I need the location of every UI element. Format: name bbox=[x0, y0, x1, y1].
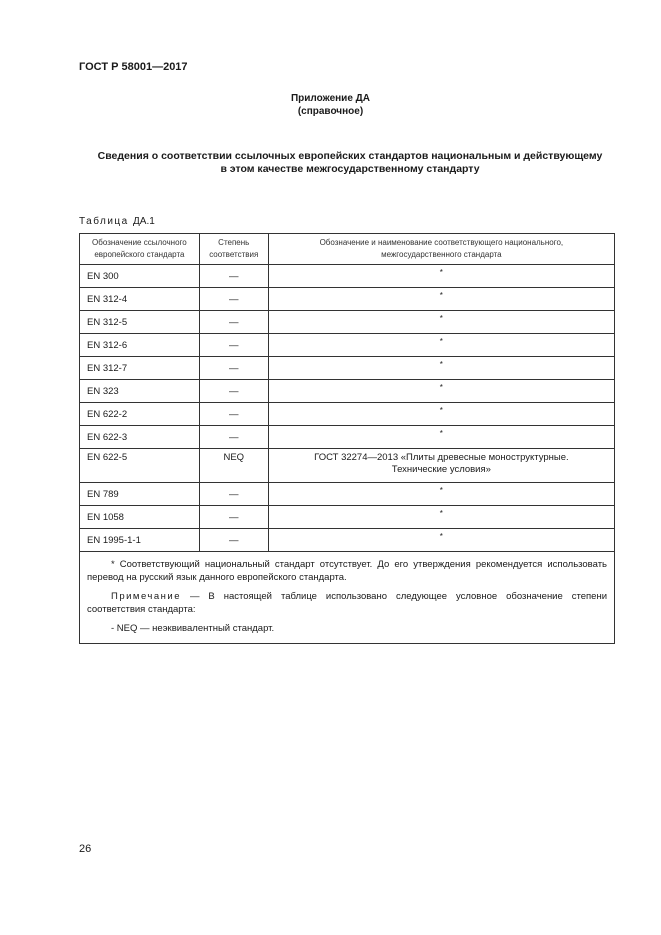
table-row bbox=[80, 265, 615, 288]
table-row bbox=[80, 403, 615, 426]
degree-cell: — bbox=[199, 506, 268, 529]
table-row bbox=[80, 311, 615, 334]
reference-cell: EN 323 bbox=[80, 380, 200, 403]
document-code: ГОСТ Р 58001—2017 bbox=[79, 61, 188, 73]
table-row bbox=[80, 449, 615, 483]
page-number: 26 bbox=[79, 843, 92, 855]
standard-cell-line: ГОСТ 32274—2013 «Плиты древесные моноструктурные. bbox=[314, 452, 569, 463]
standard-cell: * bbox=[268, 334, 614, 357]
reference-cell: EN 622-5 bbox=[80, 449, 200, 483]
standard-cell: * bbox=[268, 311, 614, 334]
reference-cell: EN 1995-1-1 bbox=[80, 529, 200, 552]
standard-cell-line: Технические условия» bbox=[391, 464, 491, 475]
column-header-line: Обозначение ссылочного bbox=[92, 238, 187, 247]
table-row bbox=[80, 506, 615, 529]
table-header-row bbox=[80, 234, 615, 265]
reference-cell: EN 312-4 bbox=[80, 288, 200, 311]
document-title bbox=[60, 150, 640, 176]
degree-cell: — bbox=[199, 426, 268, 449]
table-row bbox=[80, 483, 615, 506]
degree-cell: — bbox=[199, 311, 268, 334]
column-header-line: соответствия bbox=[209, 250, 259, 259]
standard-cell: * bbox=[268, 380, 614, 403]
column-header-line: межгосударственного стандарта bbox=[381, 250, 502, 259]
table-label-number: ДА.1 bbox=[133, 216, 155, 227]
standard-cell: * bbox=[268, 288, 614, 311]
degree-cell: — bbox=[199, 265, 268, 288]
table-row bbox=[80, 288, 615, 311]
degree-cell: — bbox=[199, 380, 268, 403]
table-row bbox=[80, 426, 615, 449]
note-text: — В настоящей таблице использовано следующее условное обозначение степени соответствия стандарта: bbox=[87, 591, 607, 615]
appendix-subtitle: (справочное) bbox=[297, 106, 364, 117]
reference-cell: EN 1058 bbox=[80, 506, 200, 529]
standard-cell: * bbox=[268, 483, 614, 506]
reference-cell: EN 312-7 bbox=[80, 357, 200, 380]
degree-cell: — bbox=[199, 288, 268, 311]
standard-cell bbox=[268, 449, 614, 483]
degree-cell: — bbox=[199, 334, 268, 357]
table-row bbox=[80, 334, 615, 357]
table-label-prefix: Таблица bbox=[79, 216, 129, 227]
footnote-text: * Соответствующий национальный стандарт отсутствует. До его утверждения рекомендуется использовать перевод на русский язык данного европейского стандарта. bbox=[87, 559, 607, 583]
reference-cell: EN 622-3 bbox=[80, 426, 200, 449]
table-row bbox=[80, 529, 615, 552]
appendix-heading bbox=[0, 92, 661, 118]
correspondence-table bbox=[79, 233, 615, 644]
standard-cell: * bbox=[268, 529, 614, 552]
column-header-degree bbox=[199, 234, 268, 265]
reference-cell: EN 300 bbox=[80, 265, 200, 288]
column-header-reference bbox=[80, 234, 200, 265]
degree-cell: NEQ bbox=[199, 449, 268, 483]
table-footnote-row bbox=[80, 552, 615, 644]
note-label: Примечание bbox=[111, 591, 181, 602]
reference-cell: EN 622-2 bbox=[80, 403, 200, 426]
degree-cell: — bbox=[199, 529, 268, 552]
appendix-title: Приложение ДА bbox=[290, 93, 371, 104]
column-header-line: Обозначение и наименование соответствующего национального, bbox=[319, 238, 564, 247]
table-footnote bbox=[80, 552, 615, 644]
table-row bbox=[80, 357, 615, 380]
degree-cell: — bbox=[199, 403, 268, 426]
standard-cell: * bbox=[268, 403, 614, 426]
reference-cell: EN 312-6 bbox=[80, 334, 200, 357]
standard-cell: * bbox=[268, 506, 614, 529]
standard-cell: * bbox=[268, 426, 614, 449]
legend-text: - NEQ — неэквивалентный стандарт. bbox=[111, 623, 275, 634]
table-label bbox=[79, 216, 155, 227]
reference-cell: EN 789 bbox=[80, 483, 200, 506]
table-row bbox=[80, 380, 615, 403]
note-paragraph bbox=[87, 590, 607, 616]
document-title-line-1: Сведения о соответствии ссылочных европейских стандартов национальным и действующему bbox=[97, 150, 603, 162]
column-header-line: европейского стандарта bbox=[94, 250, 185, 259]
reference-cell: EN 312-5 bbox=[80, 311, 200, 334]
degree-cell: — bbox=[199, 483, 268, 506]
standard-cell: * bbox=[268, 265, 614, 288]
document-title-line-2: в этом качестве межгосударственному стандарту bbox=[220, 163, 480, 175]
column-header-national-standard bbox=[268, 234, 614, 265]
standard-cell: * bbox=[268, 357, 614, 380]
column-header-line: Степень bbox=[218, 238, 250, 247]
degree-cell: — bbox=[199, 357, 268, 380]
